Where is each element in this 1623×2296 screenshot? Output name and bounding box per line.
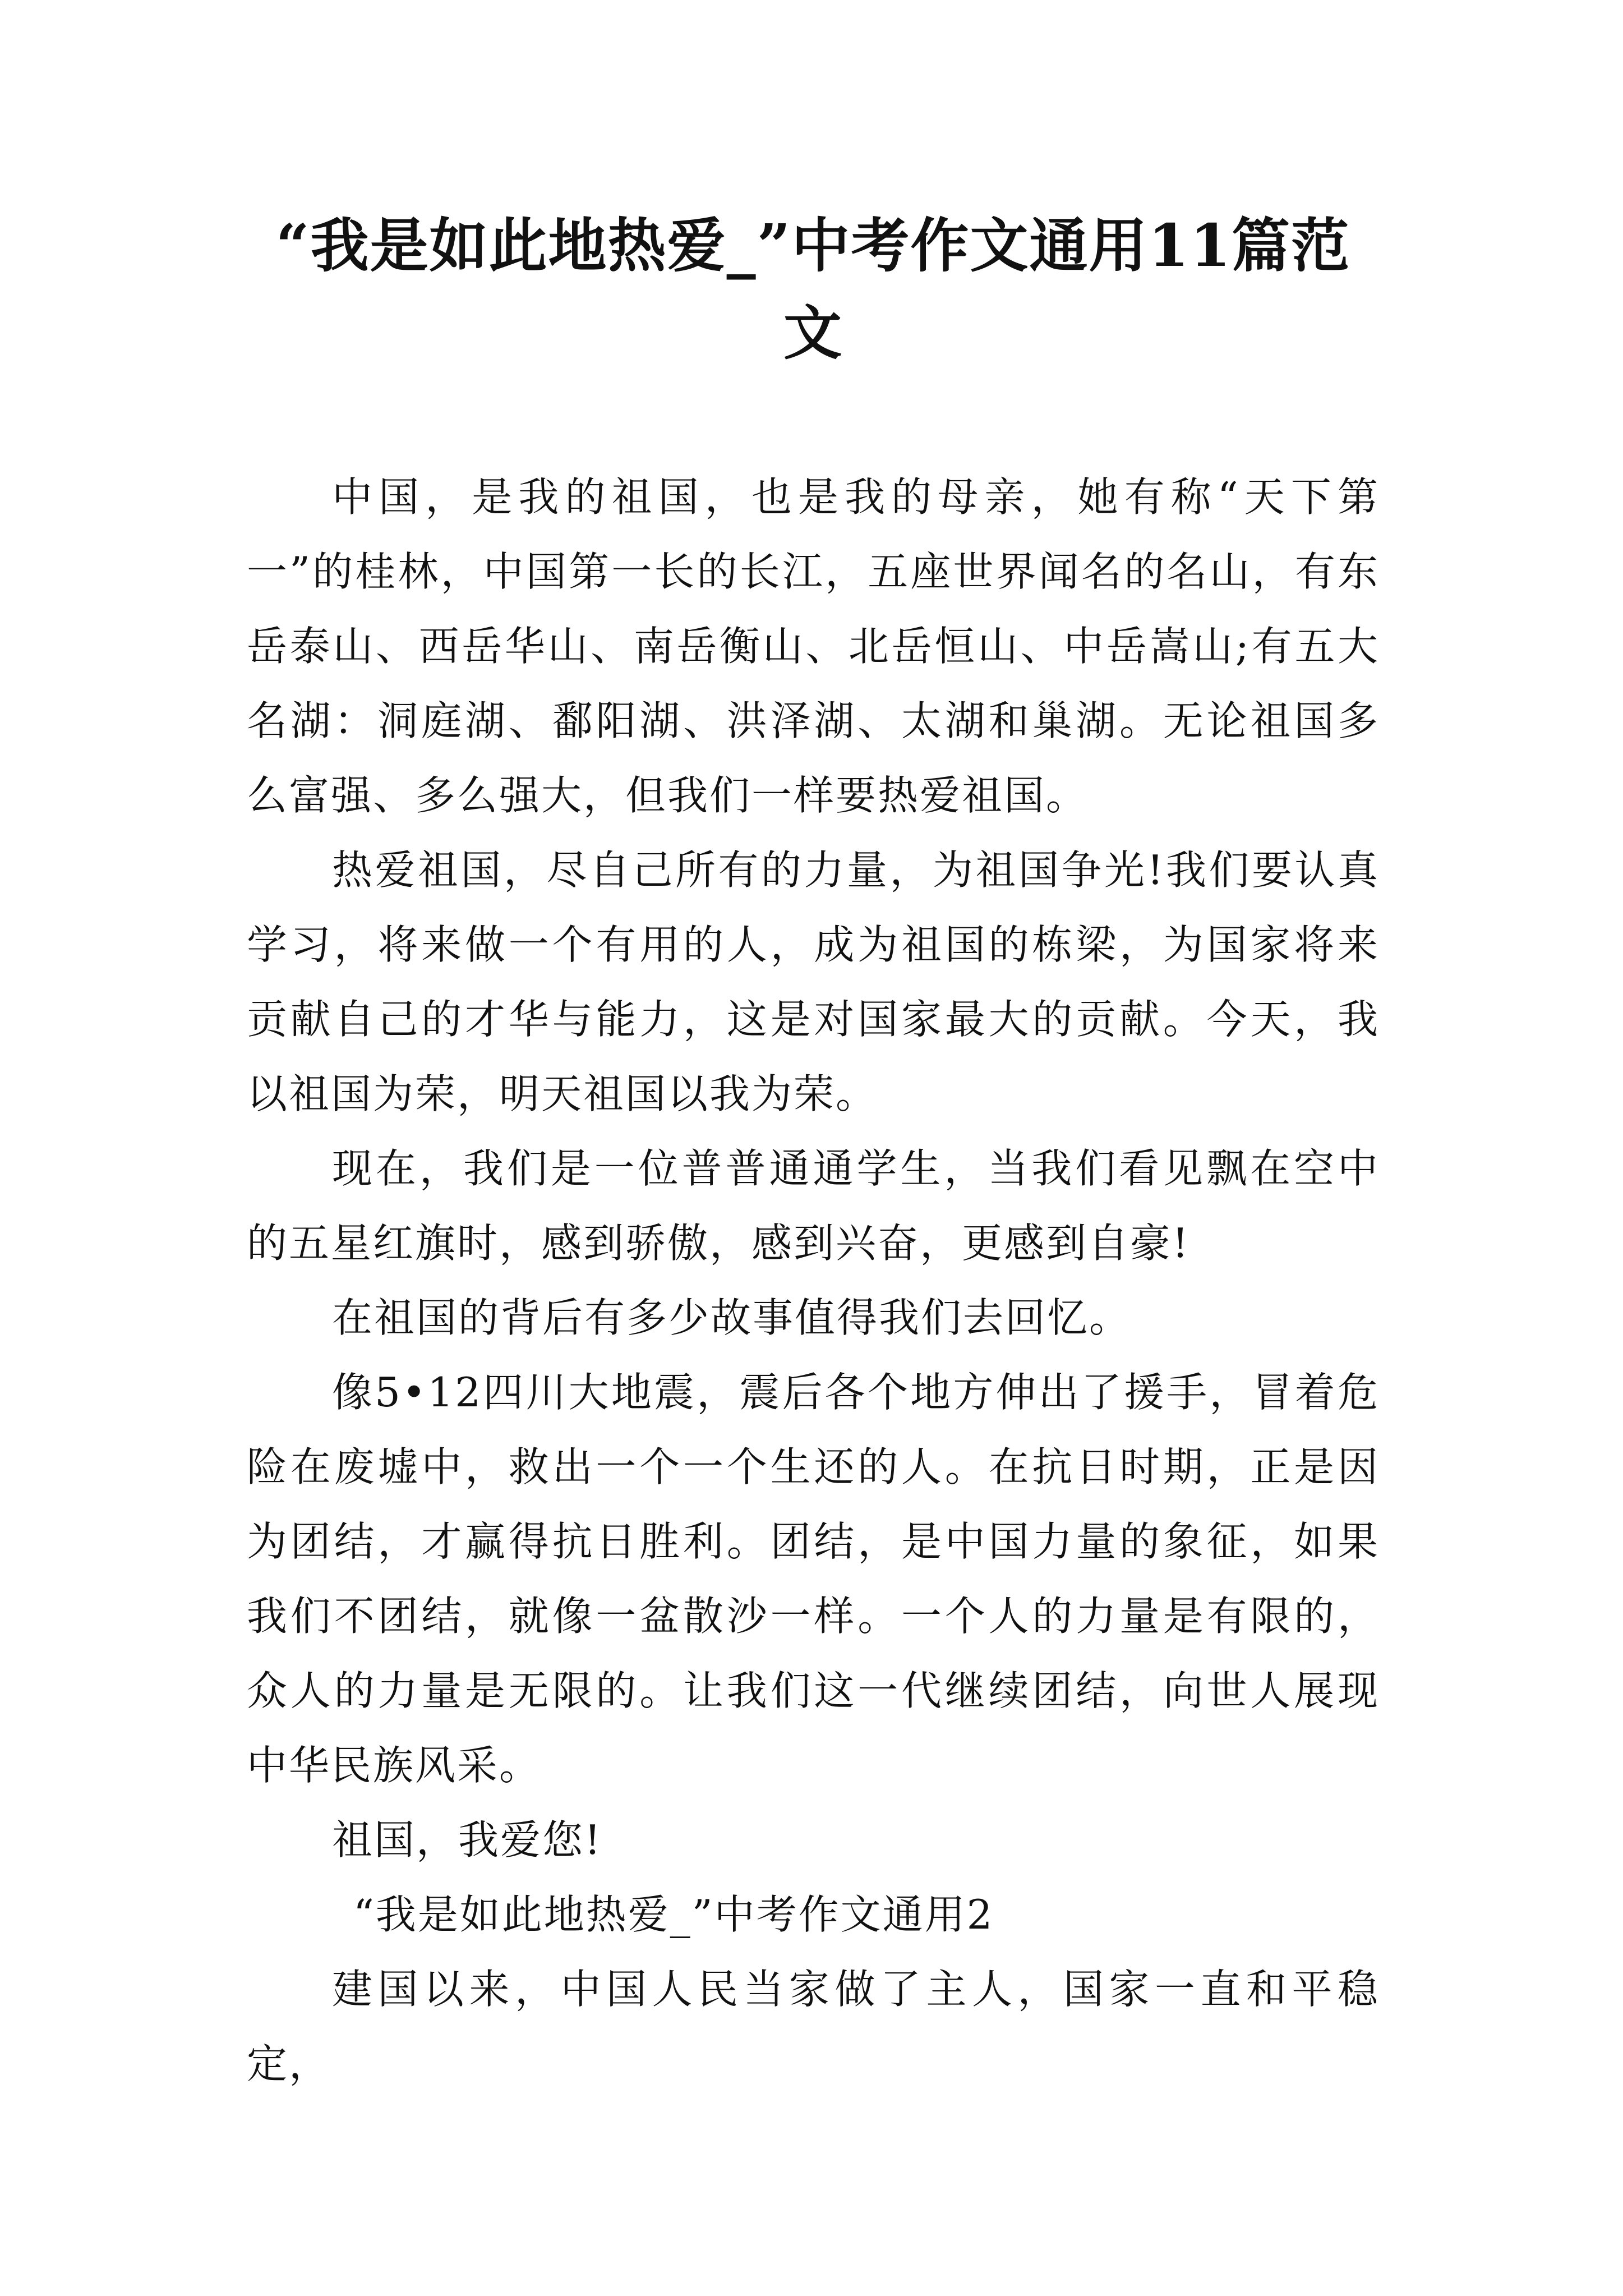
- document-body: [247, 460, 1380, 2101]
- paragraph-6: 祖国，我爱您!: [332, 1816, 602, 1864]
- section-subtitle: “我是如此地热爱_”中考作文通用2: [353, 1891, 994, 1938]
- paragraph-4: 在祖国的背后有多少故事值得我们去回忆。: [332, 1294, 1132, 1341]
- paragraph-7: 建国以来，中国人民当家做了主人，国家一直和平稳定，: [247, 1966, 1380, 2087]
- paragraph-5: 像5•12四川大地震，震后各个地方伸出了援手，冒着危险在废墟中，救出一个一个生还的人。在抗日时期，正是因为团结，才赢得抗日胜利。团结，是中国力量的象征，如果我们不团结，就像一盆散沙一样。一个人的力量是有限的，众人的力量是无限的。让我们这一代继续团结，向世人展现中华民族风采。: [247, 1369, 1380, 1789]
- document-title: “我是如此地热爱_”中考作文通用11篇范文: [275, 211, 1351, 367]
- paragraph-3: 现在，我们是一位普普通通学生，当我们看见飘在空中的五星红旗时，感到骄傲，感到兴奋，更感到自豪!: [247, 1145, 1380, 1267]
- paragraph-1: 中国，是我的祖国，也是我的母亲，她有称“天下第一”的桂林，中国第一长的长江，五座世界闻名的名山，有东岳泰山、西岳华山、南岳衡山、北岳恒山、中岳嵩山;有五大名湖：洞庭湖、鄱阳湖、洪泽湖、太湖和巢湖。无论祖国多么富强、多么强大，但我们一样要热爱祖国。: [247, 473, 1380, 819]
- paragraph-2: 热爱祖国，尽自己所有的力量，为祖国争光!我们要认真学习，将来做一个有用的人，成为祖国的栋梁，为国家将来贡献自己的才华与能力，这是对国家最大的贡献。今天，我以祖国为荣，明天祖国以我为荣。: [247, 846, 1380, 1117]
